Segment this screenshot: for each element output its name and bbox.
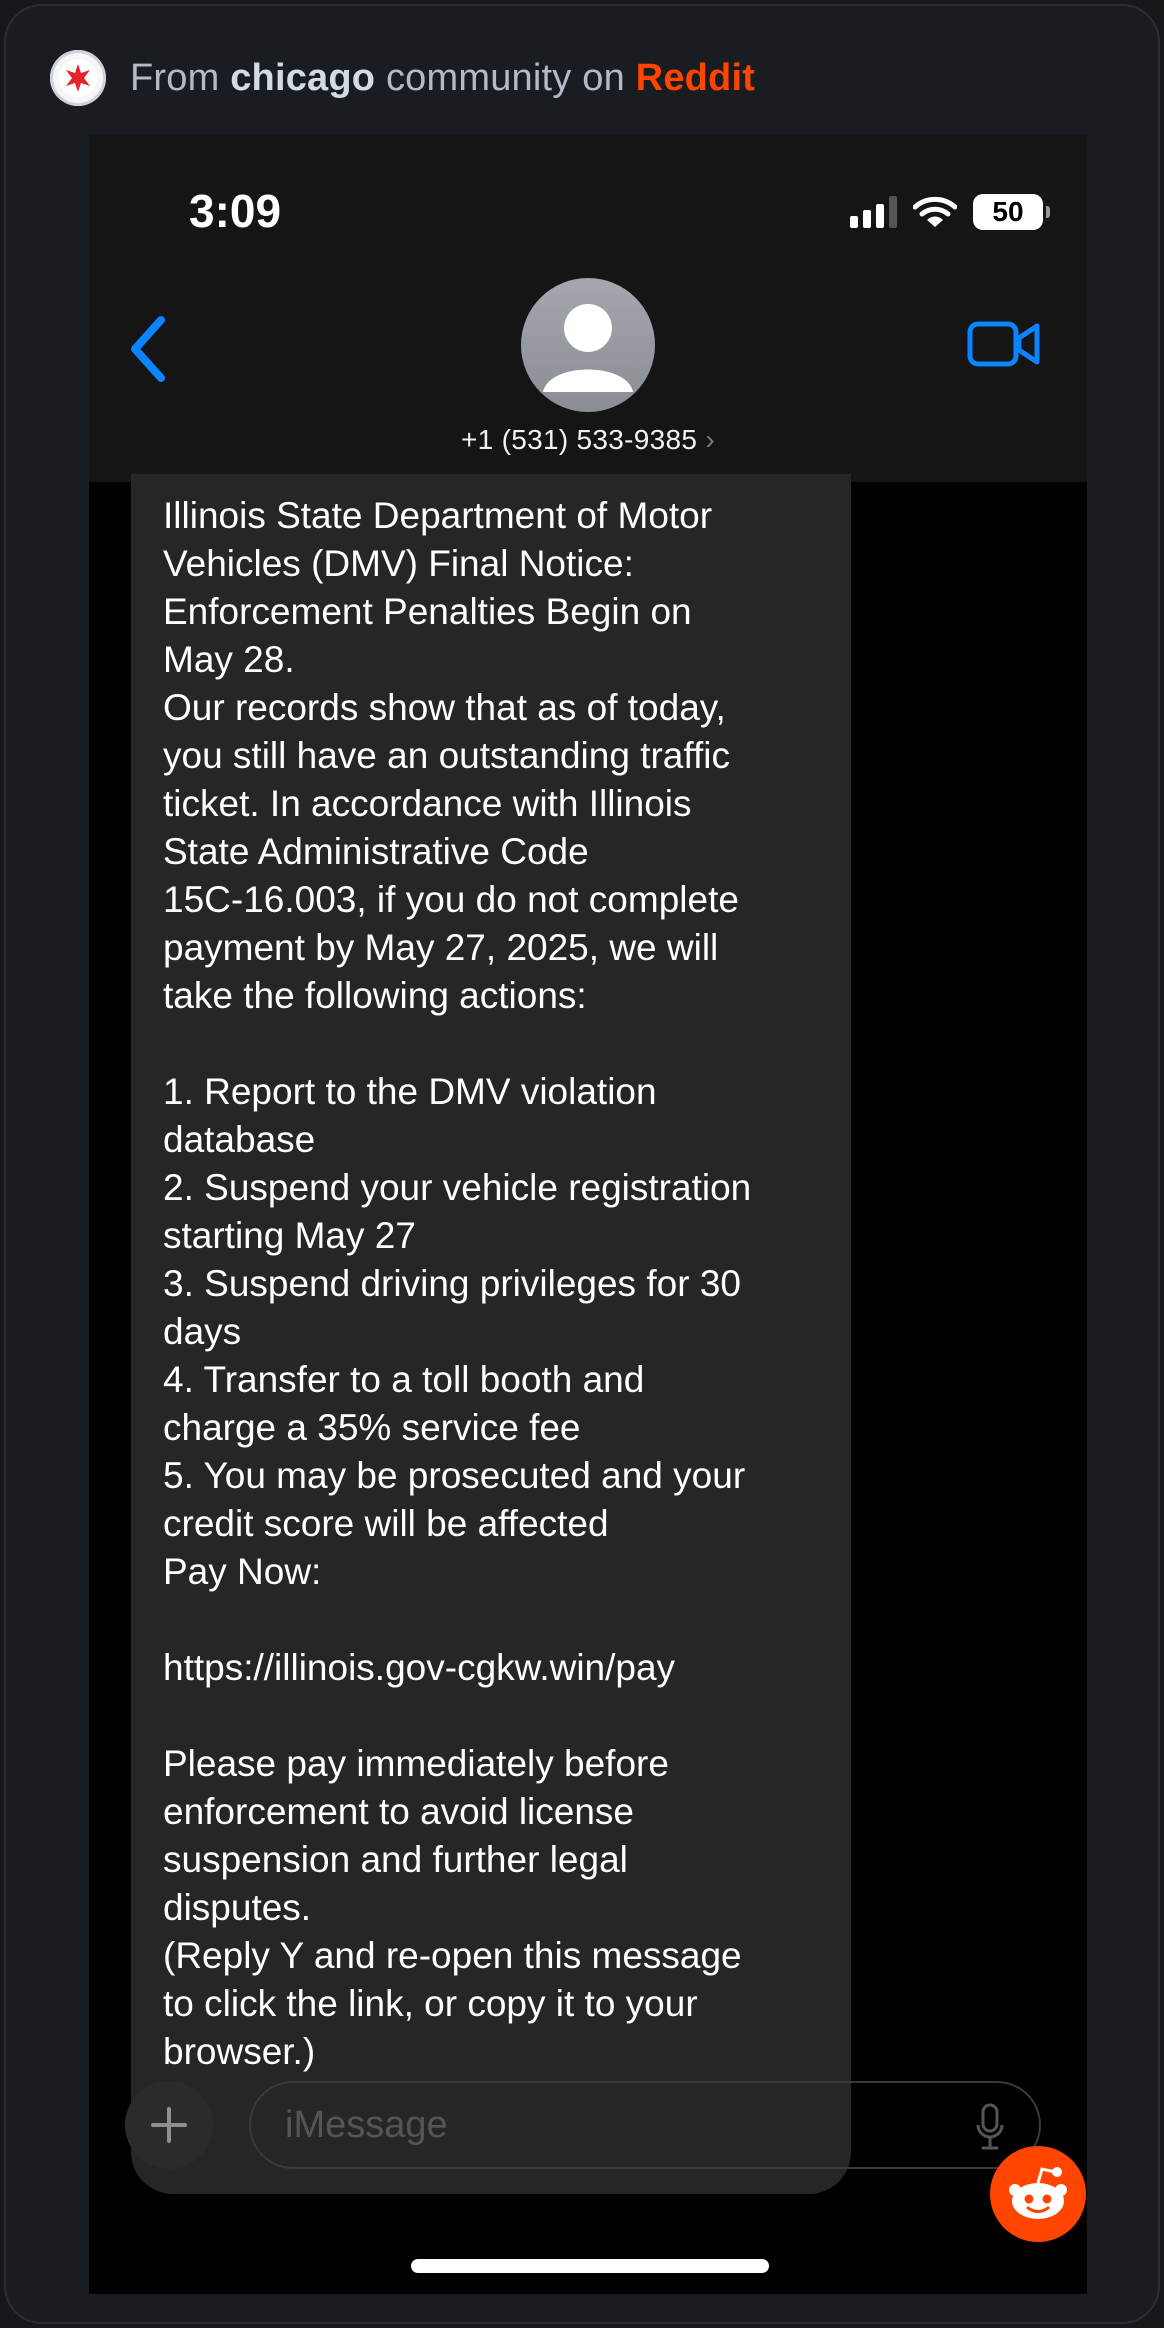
source-middle: community on (375, 56, 636, 99)
source-label (130, 57, 755, 100)
reddit-snoo-button[interactable] (990, 2146, 1086, 2242)
reddit-brand[interactable]: Reddit (635, 56, 756, 99)
screenshot-image (89, 134, 1087, 2294)
cellular-signal-icon (850, 196, 897, 228)
add-attachment-button[interactable] (125, 2081, 213, 2169)
source-prefix: From (130, 56, 231, 99)
battery-level: 50 (992, 196, 1024, 227)
community-name[interactable]: chicago (230, 56, 376, 99)
person-silhouette-icon (521, 278, 655, 412)
reddit-snoo-icon (1003, 2163, 1073, 2225)
contact-avatar[interactable] (521, 278, 655, 412)
wifi-icon (913, 195, 957, 229)
status-time: 3:09 (189, 185, 282, 237)
chevron-right-icon: › (705, 424, 715, 455)
chicago-community-icon[interactable] (50, 50, 106, 106)
home-indicator[interactable] (411, 2259, 769, 2273)
message-composer (125, 2081, 1065, 2171)
imessage-field[interactable] (249, 2081, 1041, 2169)
imessage-input[interactable] (283, 2103, 927, 2148)
contact-number[interactable] (89, 424, 1087, 456)
video-camera-icon[interactable] (967, 316, 1041, 372)
chicago-star-icon (58, 58, 98, 98)
battery-icon (973, 194, 1043, 230)
message-bubble[interactable] (131, 474, 851, 2194)
source-header (50, 50, 755, 106)
status-icons (850, 192, 1043, 232)
messages-header (89, 134, 1087, 482)
microphone-icon[interactable] (975, 2103, 1005, 2151)
chevron-left-icon[interactable] (125, 314, 171, 384)
reddit-share-card (4, 4, 1160, 2324)
contact-number-text: +1 (531) 533-9385 (461, 424, 698, 455)
plus-icon (149, 2105, 189, 2145)
message-text: Illinois State Department of Motor Vehicles (DMV) Final Notice: Enforcement Penalties Begin on May 28. Our records show that as of today, you still have an outstanding traffic ticket. In accordance with Illinois State Administrative Code 15C-16.003, if you do not complete payment by May 27, 2025, we will take the following actions: 1. Report to the DMV violation database 2. Suspend your vehicle registration starting May 27 3. Suspend driving privileges for 30 days 4. Transfer to a toll booth and charge a 35% service fee 5. You may be prosecuted and your credit score will be affected Pay Now: https://illinois.gov-cgkw.win/pay Please pay immediately before enforcement to avoid license suspension and further legal disputes. (Reply Y and re-open this message to click the link, or copy it to your browser.) (163, 495, 752, 2072)
